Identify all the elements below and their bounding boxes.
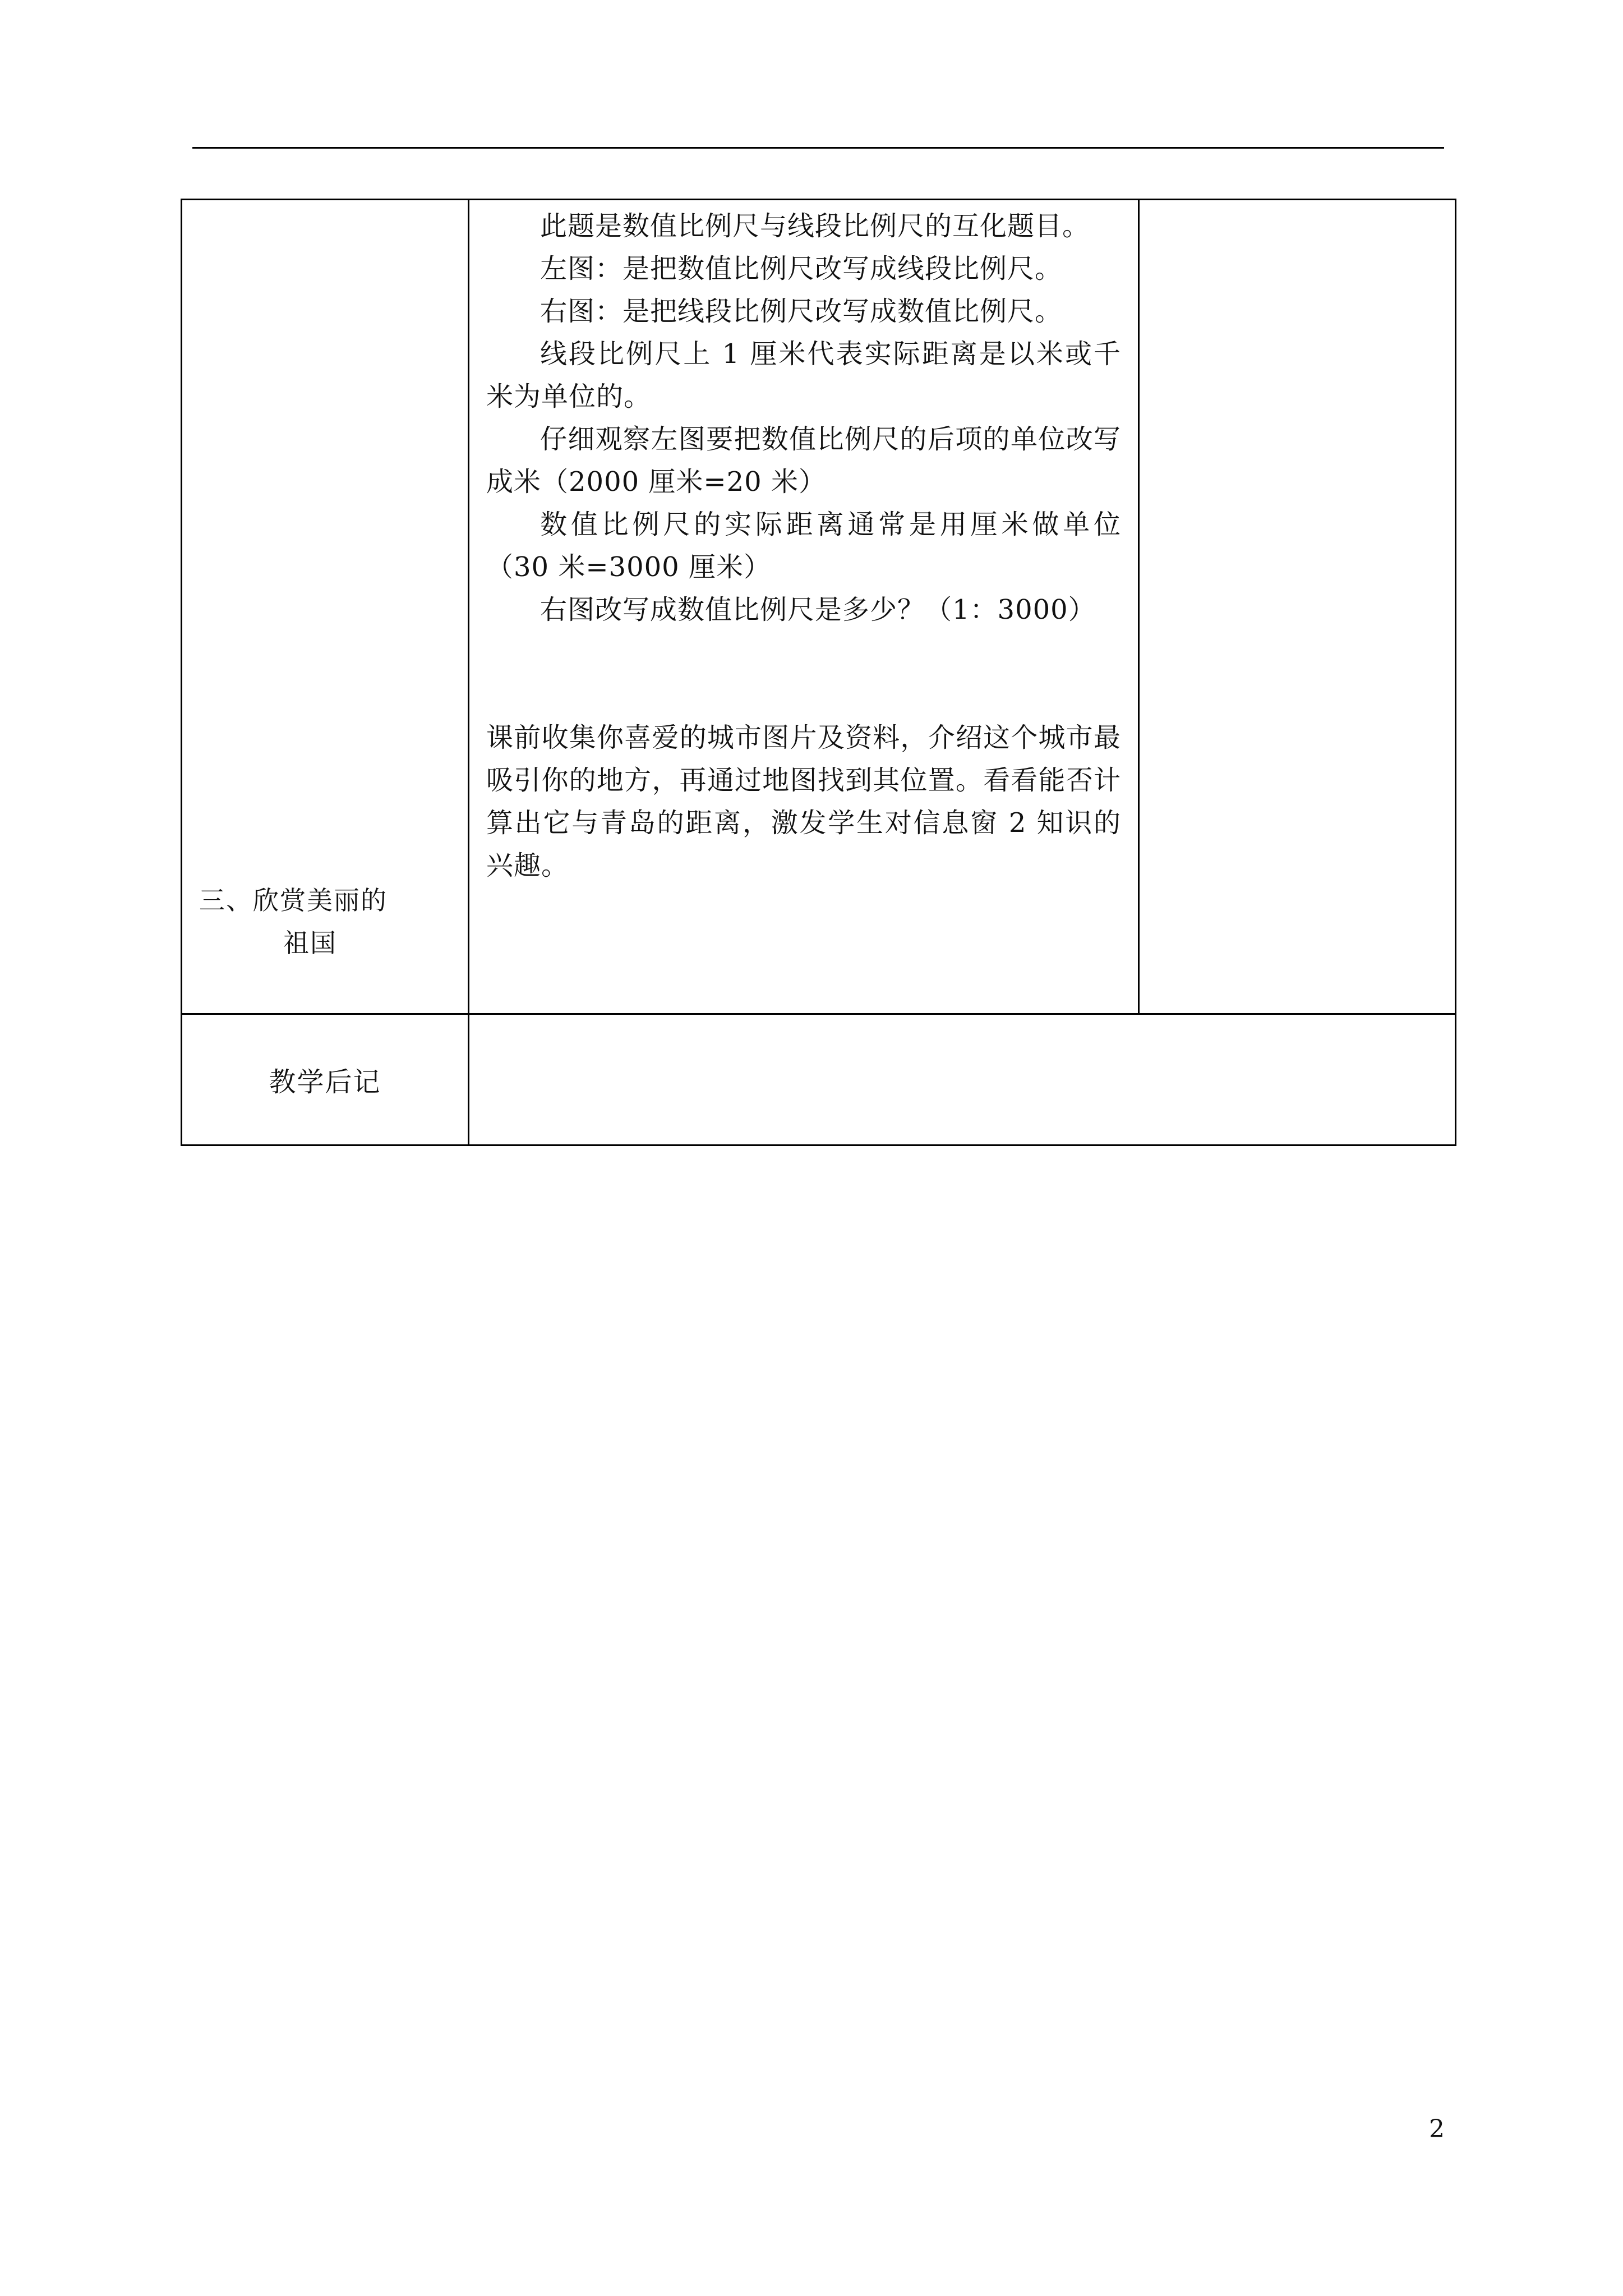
remarks-cell [1139, 200, 1456, 1014]
paragraph: 此题是数值比例尺与线段比例尺的互化题目。 [540, 210, 1090, 242]
notes-label: 教学后记 [182, 1014, 469, 1145]
notes-content-cell [469, 1014, 1456, 1145]
content-text [469, 200, 1138, 887]
table-row [182, 1014, 1456, 1145]
paragraph: 左图：是把数值比例尺改写成线段比例尺。 [540, 253, 1063, 284]
content-cell [469, 200, 1139, 1014]
lesson-plan-table [181, 199, 1456, 1146]
section-title-line2: 祖国 [283, 928, 337, 958]
paragraph: 右图改写成数值比例尺是多少？（1：3000） [540, 594, 1096, 625]
paragraph: 右图：是把线段比例尺改写成数值比例尺。 [540, 296, 1063, 327]
section-title [199, 879, 446, 964]
paragraph: 仔细观察左图要把数值比例尺的后项的单位改写成米（2000 厘米=20 米） [486, 424, 1121, 498]
section-title-line1: 三、欣赏美丽的 [199, 885, 388, 915]
section-cell [182, 200, 469, 1014]
page-number: 2 [1429, 2115, 1445, 2143]
table-row [182, 200, 1456, 1014]
header-rule [192, 147, 1444, 149]
preview-paragraph: 课前收集你喜爱的城市图片及资料，介绍这个城市最吸引你的地方，再通过地图找到其位置。看看能否计算出它与青岛的距离，激发学生对信息窗 2 知识的兴趣。 [486, 722, 1121, 881]
paragraph: 数值比例尺的实际距离通常是用厘米做单位（30 米=3000 厘米） [486, 509, 1121, 583]
paragraph: 线段比例尺上 1 厘米代表实际距离是以米或千米为单位的。 [486, 338, 1121, 412]
